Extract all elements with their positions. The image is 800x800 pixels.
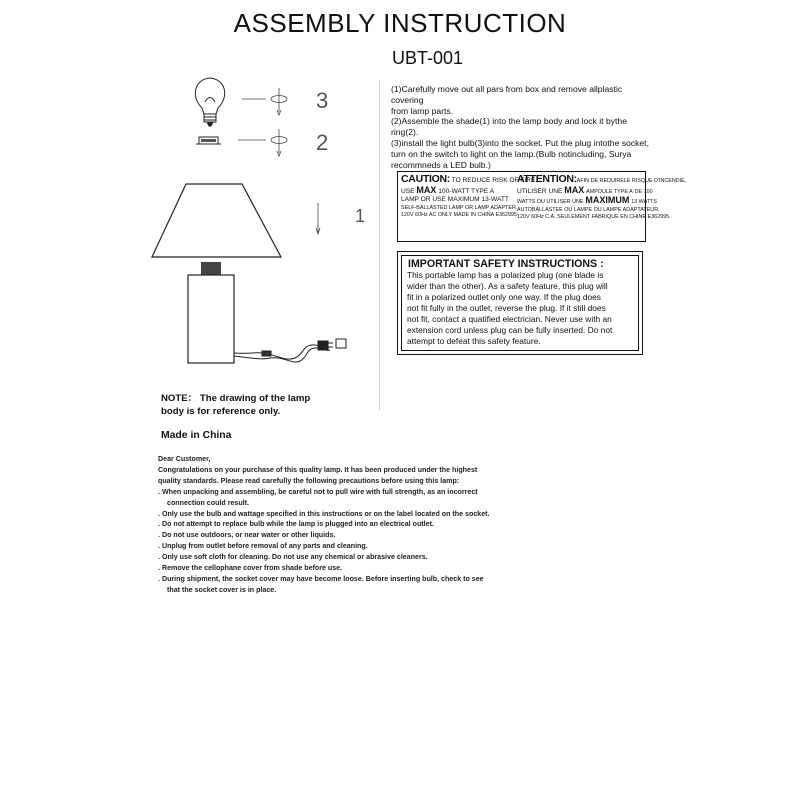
safety-line: extension cord unless plug can be fully inserted. Do not [407, 325, 613, 335]
part-label-shade: 1 [355, 206, 366, 226]
assembly-marker-icon [238, 88, 320, 234]
safety-line: not fit fully in the outlet, reverse the plug. If it still does [407, 303, 606, 313]
caution-text: SELF-BALLASTED LAMP OR LAMP ADAPTER. [401, 204, 518, 211]
document-title: ASSEMBLY INSTRUCTION [233, 8, 567, 38]
attention-text: AFIN DE REDUIRELE RISQUE D'INCENDIE, [576, 178, 687, 184]
safety-line: fit in a polarized outlet only one way. If the plug does [407, 292, 601, 302]
attention-text: UTILISER UNE [517, 187, 563, 195]
note-line: NOTE： The drawing of the lamp [161, 393, 311, 404]
letter-line: . Only use soft cloth for cleaning. Do not use any chemical or abrasive cleaners. [158, 553, 428, 562]
safety-line: wider than the other). As a safety feature, this plug will [407, 281, 608, 291]
part-label-bulb: 3 [316, 88, 329, 113]
safety-line: not fit, contact a quatified electrician. Never use with an [407, 314, 612, 324]
caution-french [517, 173, 687, 221]
caution-label [397, 171, 687, 242]
caution-heading: CAUTION: [401, 173, 450, 185]
column-divider [379, 80, 380, 410]
attention-text: WATTS OU UTILISER UNE [517, 199, 584, 206]
attention-text: 120V 60Hz C.A. SEULEMENT FABRIQUE EN CHINE E362995 [517, 213, 670, 220]
step-line: turn on the switch to light on the lamp.(Bulb notincluding, Surya [391, 148, 632, 159]
note-line: body is for reference only. [161, 406, 281, 417]
attention-text: AMPOULE TYPE A [586, 188, 633, 195]
light-bulb-icon [195, 78, 224, 126]
safety-line: This portable lamp has a polarized plug (one blade is [407, 270, 604, 280]
letter-line: Dear Customer, [158, 455, 211, 463]
lock-ring-icon [196, 137, 221, 144]
attention-heading: ATTENTION: [517, 173, 577, 185]
letter-line: . Do not attempt to replace bulb while the lamp is plugged into an electrical outlet. [158, 520, 434, 529]
letter-line: . Only use the bulb and wattage specified in this instructions or on the label located on the socket. [158, 509, 490, 518]
safety-body [407, 270, 633, 347]
safety-inner-box [401, 255, 639, 351]
part-label-ring: 2 [316, 130, 329, 155]
letter-line: . Remove the cellophane cover from shade before use. [158, 564, 343, 573]
letter-line: that the socket cover is in place. [167, 585, 277, 594]
caution-text: USE [401, 187, 415, 195]
power-cord-icon [234, 339, 346, 362]
letter-line: connection could result. [167, 498, 249, 507]
customer-letter [158, 454, 538, 596]
attention-maximum: MAXIMUM [585, 195, 630, 206]
safety-title: IMPORTANT SAFETY INSTRUCTIONS : [408, 258, 604, 270]
attention-text: DE 100 [634, 188, 653, 195]
step-line: from lamp parts. [391, 105, 454, 116]
caution-text: 100-WATT TYPE A [438, 187, 495, 195]
assembly-steps [391, 84, 651, 170]
step-line: recommneds a LED bulb.) [391, 159, 491, 170]
attention-text: 13 WATTS [631, 199, 657, 206]
made-in-label: Made in China [161, 430, 232, 441]
lamp-shade-icon [152, 184, 281, 257]
letter-line: quality standards. Please read carefully the following precautions before using this lamp: [158, 476, 460, 485]
attention-text: AUTOBALLASTEE OU LAMPE OU LAMPE ADAPTATEUR. [517, 206, 660, 213]
letter-line: Congratulations on your purchase of this quality lamp. It has been produced under the highest [158, 465, 478, 474]
caution-english [401, 173, 538, 219]
caution-text: 120V 60Hz AC ONLY MADE IN CHINA E362995 [401, 211, 518, 218]
letter-line: . During shipment, the socket cover may have become loose. Before inserting bulb, check to see [158, 574, 484, 583]
caution-max: MAX [416, 184, 437, 195]
step-line: (1)Carefully move out all pars from box and remove allplastic covering [391, 84, 623, 105]
attention-max: MAX [564, 184, 585, 195]
model-number: UBT-001 [392, 48, 464, 68]
lamp-body-icon [188, 262, 234, 363]
letter-line: . Unplug from outlet before removal of any parts and cleaning. [158, 542, 368, 551]
caution-text: LAMP OR USE MAXIMUM 13-WATT [401, 196, 509, 204]
safety-line: attempt to defeat this safety feature. [407, 336, 541, 346]
safety-instructions-box [397, 251, 643, 355]
step-line: (3)install the light bulb(3)into the socket. Put the plug intothe socket, [391, 137, 649, 148]
step-line: (2)Assemble the shade(1) into the lamp body and lock it bythe ring(2). [391, 116, 627, 138]
caution-text: TO REDUCE RISK OF FIRE, [451, 177, 538, 184]
letter-line: . Do not use outdoors, or near water or other liquids. [158, 531, 336, 540]
letter-line: . When unpacking and assembling, be careful not to pull wire with full strength, as an incorrect [158, 487, 478, 496]
